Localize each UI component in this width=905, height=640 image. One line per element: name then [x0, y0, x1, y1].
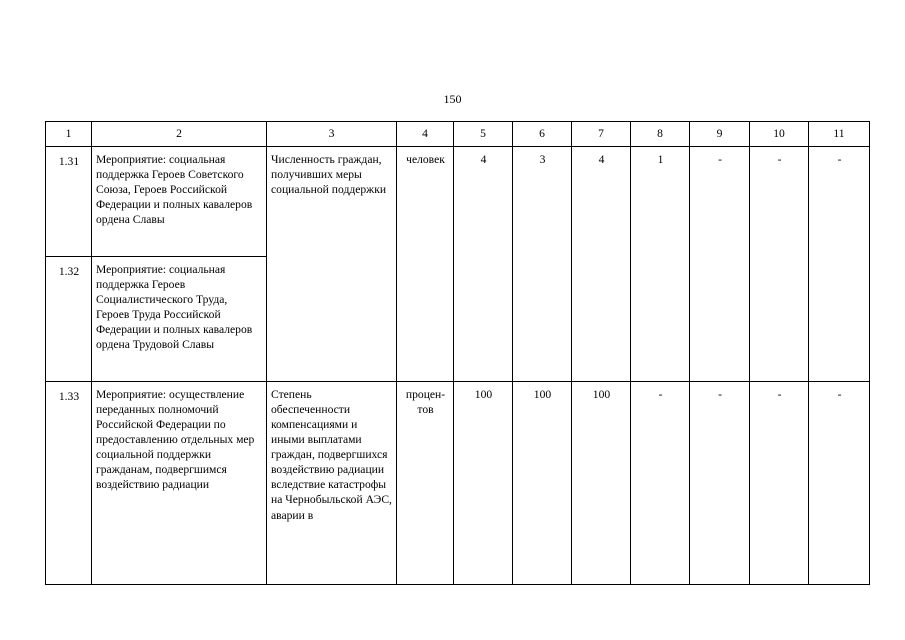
- value-cell: 1: [631, 147, 690, 382]
- row-number: 1.31: [46, 147, 92, 257]
- header-cell: 6: [513, 122, 572, 147]
- indicator-cell: Степень обеспеченности компенсациями и иными выплатами граждан, подвергшихся воздействию радиации вследствие катастрофы на Чернобыльской АЭС, аварии в: [267, 382, 397, 585]
- value-cell: 100: [454, 382, 513, 585]
- activity-cell: Мероприятие: осуществление переданных полномочий Российской Федерации по предоставлению отдельных мер социальной поддержки гражданам, подвергшимся воздействию радиации: [92, 382, 267, 585]
- header-cell: 2: [92, 122, 267, 147]
- activity-cell: Мероприятие: социальная поддержка Героев Социалистического Труда, Героев Труда Российской Федерации и полных кавалеров ордена Трудовой Славы: [92, 257, 267, 382]
- header-cell: 1: [46, 122, 92, 147]
- value-cell: 100: [513, 382, 572, 585]
- value-cell: -: [631, 382, 690, 585]
- header-cell: 4: [397, 122, 454, 147]
- value-cell: 4: [454, 147, 513, 382]
- value-cell: 4: [572, 147, 631, 382]
- value-cell: -: [809, 382, 870, 585]
- table-row: [46, 382, 870, 585]
- value-cell: -: [809, 147, 870, 382]
- row-number: 1.32: [46, 257, 92, 382]
- row-number: 1.33: [46, 382, 92, 585]
- table-row: [46, 147, 870, 257]
- header-cell: 7: [572, 122, 631, 147]
- header-cell: 11: [809, 122, 870, 147]
- value-cell: -: [750, 382, 809, 585]
- indicators-table: [45, 121, 870, 585]
- value-cell: 100: [572, 382, 631, 585]
- activity-cell: Мероприятие: социальная поддержка Героев Советского Союза, Героев Российской Федерации и полных кавалеров ордена Славы: [92, 147, 267, 257]
- page-number: 150: [443, 92, 462, 106]
- value-cell: -: [750, 147, 809, 382]
- value-cell: -: [690, 382, 750, 585]
- unit-cell: человек: [397, 147, 454, 382]
- header-cell: 5: [454, 122, 513, 147]
- header-cell: 3: [267, 122, 397, 147]
- header-cell: 9: [690, 122, 750, 147]
- value-cell: 3: [513, 147, 572, 382]
- header-cell: 10: [750, 122, 809, 147]
- header-cell: 8: [631, 122, 690, 147]
- indicator-cell: Численность граждан, получивших меры социальной поддержки: [267, 147, 397, 382]
- header-row: [46, 122, 870, 147]
- unit-cell: процен-тов: [397, 382, 454, 585]
- value-cell: -: [690, 147, 750, 382]
